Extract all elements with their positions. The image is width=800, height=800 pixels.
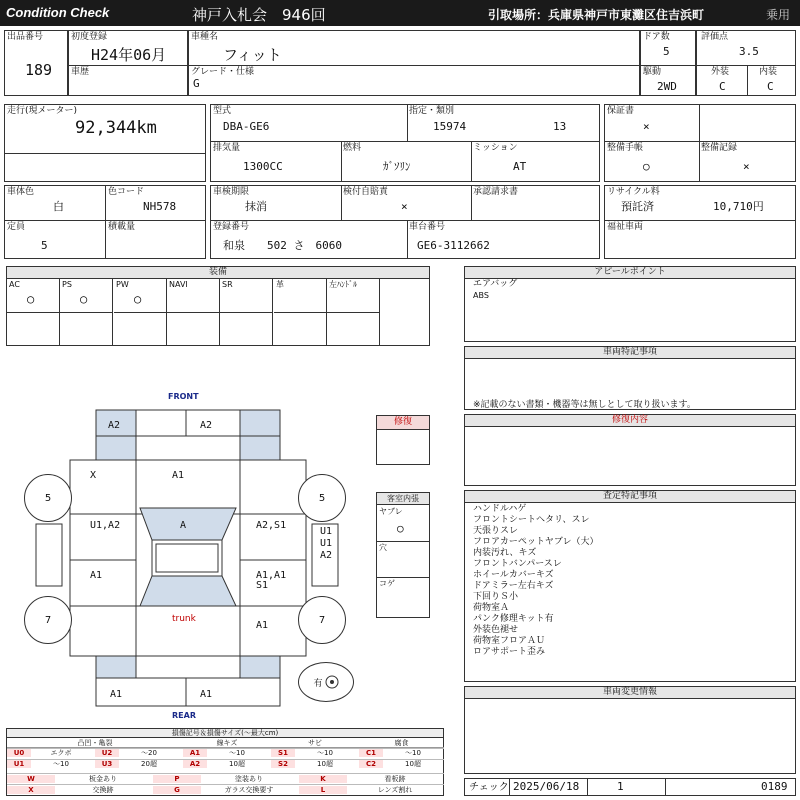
- tire-rl: 7: [24, 596, 72, 644]
- legend-text: エクボ: [50, 749, 72, 757]
- pickup-location: 引取場所：兵庫県神戸市東灘区住吉浜町: [488, 8, 705, 22]
- recycle-amount: 10,710円: [713, 200, 764, 213]
- approval-label: 承認請求書: [473, 187, 519, 197]
- ext-label: 外装: [711, 67, 730, 77]
- color-code-label: 色コード: [108, 187, 145, 197]
- equipment-item: [274, 279, 327, 313]
- manual-value: ○: [643, 160, 650, 173]
- mark-rear-right: A1: [200, 689, 213, 700]
- capacity-value: 5: [41, 239, 48, 252]
- appraisal-line: フロアカーペットヤブレ（大）: [473, 537, 599, 547]
- check-code: 0189: [761, 780, 788, 793]
- appraisal-line: ホイールカバーキズ: [473, 570, 554, 580]
- mark-fr-door: A2,S1: [256, 520, 287, 531]
- appraisal-line: 荷物室フロアＡＵ: [473, 636, 546, 646]
- doors-cell: [640, 30, 696, 96]
- legend-code: U3: [95, 760, 119, 768]
- appraisal-line: 下回りＳ小: [473, 592, 519, 602]
- lot-cell: [4, 30, 68, 96]
- mileage-value: 92,344km: [75, 118, 157, 138]
- spare-label: 有: [313, 678, 323, 689]
- special-title: 車両特記事項: [465, 347, 795, 359]
- legend-code: P: [153, 775, 201, 783]
- appraisal-title: 査定特記事項: [465, 491, 795, 503]
- special-section: [464, 346, 796, 410]
- spec-value-1: 15974: [433, 120, 467, 133]
- equipment-value: ○: [134, 292, 142, 306]
- appraisal-line: 荷物室Ａ: [473, 603, 510, 613]
- legend-header: サビ: [271, 739, 359, 748]
- inspection-label: 車検期限: [213, 187, 250, 197]
- mark-front-right: A2: [200, 420, 213, 431]
- repair-detail-title: 修復内容: [465, 415, 795, 427]
- equipment-value: ○: [80, 292, 88, 306]
- equipment-title: 装備: [7, 267, 429, 279]
- appraisal-line: パンク修理キット有: [473, 614, 554, 624]
- tire-rr: 7: [298, 596, 346, 644]
- fuel-value: ｶﾞｿﾘﾝ: [383, 160, 411, 173]
- legend-code: U1: [7, 760, 31, 768]
- legend-text: 〜10: [405, 749, 421, 757]
- appeal-section: [464, 266, 796, 342]
- lot-number: 189: [25, 61, 53, 79]
- spec-label: 指定・類別: [409, 106, 455, 116]
- equipment-blank: [220, 313, 273, 345]
- grade-label: グレード・仕様: [191, 67, 255, 77]
- mark-windshield: A: [180, 520, 187, 531]
- legend-text: 10超: [405, 760, 421, 768]
- appraisal-list: [473, 504, 599, 658]
- legend-code: W: [7, 775, 55, 783]
- condition-check-title: Condition Check: [6, 5, 110, 20]
- appraisal-line: フロントバンパースレ: [473, 559, 562, 569]
- mark-fl-fender: X: [90, 470, 97, 481]
- score-value: 3.5: [739, 45, 759, 58]
- equipment-blank: [167, 313, 220, 345]
- check-footer: [464, 778, 796, 796]
- load-label: 積載量: [108, 222, 136, 232]
- appraisal-line: 天張りスレ: [473, 526, 519, 536]
- type-value: DBA-GE6: [223, 120, 270, 133]
- equipment-item: [7, 279, 60, 313]
- appeal-line: エアバッグ: [473, 279, 518, 289]
- mark-rr-door: A1,A1: [256, 570, 287, 581]
- capacity-label: 定員: [7, 222, 26, 232]
- spare-tire: [298, 662, 354, 702]
- legend-text: 〜10: [317, 749, 333, 757]
- mileage-cell: [4, 104, 206, 182]
- mark-hood: A1: [172, 470, 185, 481]
- equipment-label: 革: [276, 280, 284, 289]
- check-label: チェック: [469, 782, 509, 793]
- legend-code: X: [7, 786, 55, 794]
- legend-text: レンズ割れ: [377, 786, 413, 794]
- type-label: 型式: [213, 106, 232, 116]
- plate-label: 登録番号: [213, 222, 250, 232]
- car-diagram: [0, 380, 460, 725]
- legend-code: G: [153, 786, 201, 794]
- equipment-blank: [327, 313, 380, 345]
- first-reg-value: H24年06月: [91, 46, 167, 64]
- mark-front-left: A2: [108, 420, 121, 431]
- repair-box: [376, 415, 430, 465]
- first-reg-label: 初度登録: [71, 32, 108, 42]
- legend-text: 〜10: [229, 749, 245, 757]
- appeal-lines: [473, 279, 517, 301]
- score-label: 評価点: [701, 32, 729, 42]
- front-label: FRONT: [168, 392, 199, 401]
- cabin-row-label: コゲ: [379, 579, 395, 588]
- header-bar: [0, 0, 800, 26]
- model-name-label: 車種名: [191, 32, 219, 42]
- equipment-label: AC: [9, 280, 20, 289]
- fuel-label: 燃料: [343, 143, 362, 153]
- lot-label: 出品番号: [7, 32, 44, 42]
- auction-title: 神戸入札会 946回: [192, 6, 326, 24]
- appraisal-line: ロアサポート歪み: [473, 647, 546, 657]
- legend-section: [6, 728, 444, 796]
- appraisal-line: ハンドルハゲ: [473, 504, 527, 514]
- model-cell: [188, 30, 640, 96]
- repair-label: 修復: [377, 416, 429, 430]
- equipment-blank: [60, 313, 113, 345]
- legend-header: 腐食: [359, 739, 444, 748]
- mileage-label: 走行(現メーター): [7, 106, 78, 116]
- mark-rr-fender: A1: [256, 620, 269, 631]
- legend-code: S2: [271, 760, 295, 768]
- plate-value: 和泉 502 さ 6060: [223, 239, 342, 252]
- mark-side-r2: U1: [320, 538, 333, 549]
- welfare-label: 福祉車両: [607, 222, 644, 232]
- legend-text: 10超: [229, 760, 245, 768]
- color-label: 車体色: [7, 187, 35, 197]
- equipment-item: [220, 279, 273, 313]
- mark-side-r1: U1: [320, 526, 333, 537]
- color-cell: [4, 185, 206, 259]
- mark-rear-left: A1: [110, 689, 123, 700]
- category-label: 乗用: [766, 8, 791, 22]
- recycle-status: 預託済: [621, 200, 654, 213]
- appraisal-line: ドアミラー左右キズ: [473, 581, 554, 591]
- appraisal-line: 内装汚れ、キズ: [473, 548, 537, 558]
- insurance-value: ×: [401, 200, 408, 213]
- spare-tire-icon: [325, 675, 339, 689]
- doors-label: ドア数: [643, 32, 670, 42]
- legend-code: L: [299, 786, 347, 794]
- change-title: 車両変更情報: [465, 687, 795, 699]
- ext-value: C: [719, 80, 726, 93]
- mission-label: ミッション: [473, 143, 518, 153]
- warranty-label: 保証書: [607, 106, 635, 116]
- equipment-item: [60, 279, 113, 313]
- equipment-blank: [7, 313, 60, 345]
- model-name-value: フィット: [223, 46, 282, 64]
- recycle-cell: [604, 185, 796, 259]
- legend-text: 板金あり: [89, 775, 117, 783]
- int-value: C: [767, 80, 774, 93]
- cabin-title: 客室内張: [377, 493, 429, 505]
- grade-value: G: [193, 77, 200, 90]
- appraisal-line: フロントシートヘタリ、スレ: [473, 515, 590, 525]
- legend-text: 20超: [141, 760, 157, 768]
- drive-value: 2WD: [657, 80, 677, 93]
- equipment-blank: [114, 313, 167, 345]
- equipment-label: SR: [222, 280, 233, 289]
- cabin-row-value: ○: [397, 522, 404, 535]
- equipment-item: [327, 279, 380, 313]
- legend-text: ガラス交換要す: [224, 786, 274, 794]
- inspection-value: 抹消: [245, 200, 267, 213]
- record-value: ×: [743, 160, 750, 173]
- legend-header: 凸凹・亀裂: [7, 739, 183, 748]
- inspection-cell: [210, 185, 600, 259]
- insurance-label: 検付自賠責: [343, 187, 389, 197]
- drive-label: 駆動: [643, 67, 662, 77]
- rear-label: REAR: [172, 711, 196, 720]
- appraisal-line: 外装色褪せ: [473, 625, 519, 635]
- color-code-value: NH578: [143, 200, 177, 213]
- legend-code: U2: [95, 749, 119, 757]
- equipment-label: PS: [62, 280, 72, 289]
- appeal-title: アピールポイント: [465, 267, 795, 279]
- equipment-label: NAVI: [169, 280, 188, 289]
- cabin-row-label: ヤブレ: [379, 507, 403, 516]
- color-value: 白: [53, 200, 64, 213]
- legend-text: 交換跡: [92, 786, 114, 794]
- spec-value-2: 13: [553, 120, 567, 133]
- chassis-value: GE6-3112662: [417, 239, 490, 252]
- mission-value: AT: [513, 160, 527, 173]
- mark-rl-door: A1: [90, 570, 103, 581]
- legend-text: 〜10: [53, 760, 69, 768]
- legend-code: C2: [359, 760, 383, 768]
- recycle-label: リサイクル料: [607, 187, 660, 197]
- mark-side-r3: A2: [320, 550, 333, 561]
- warranty-cell: [604, 104, 796, 182]
- equipment-section: [6, 266, 430, 346]
- legend-header: 線キズ: [183, 739, 271, 748]
- equipment-item: [114, 279, 167, 313]
- equipment-value: ○: [27, 292, 35, 306]
- legend-code: A2: [183, 760, 207, 768]
- legend-text: 10超: [317, 760, 333, 768]
- int-label: 内装: [759, 67, 778, 77]
- legend-text: 〜20: [141, 749, 157, 757]
- history-label: 車歴: [71, 67, 90, 77]
- legend-text: 塗装あり: [235, 775, 263, 783]
- doors-value: 5: [663, 45, 670, 58]
- repair-detail-section: [464, 414, 796, 486]
- record-label: 整備記録: [701, 143, 738, 153]
- mark-fl-door: U1,A2: [90, 520, 121, 531]
- trunk-label: trunk: [172, 614, 196, 624]
- change-section: [464, 686, 796, 774]
- check-date: 2025/06/18: [513, 780, 580, 793]
- chassis-label: 車台番号: [409, 222, 446, 232]
- appraisal-section: [464, 490, 796, 682]
- legend-code: K: [299, 775, 347, 783]
- equipment-label: 左ﾊﾝﾄﾞﾙ: [329, 280, 357, 289]
- cc-label: 排気量: [213, 143, 241, 153]
- tire-fr: 5: [298, 474, 346, 522]
- equipment-item: [167, 279, 220, 313]
- warranty-value: ×: [643, 120, 650, 133]
- appeal-line: ABS: [473, 291, 489, 300]
- check-num: 1: [617, 780, 624, 793]
- legend-code: A1: [183, 749, 207, 757]
- legend-code: U0: [7, 749, 31, 757]
- special-note: ※記載のない書類・機器等は無しとして取り扱います。: [473, 400, 696, 410]
- manual-label: 整備手帳: [607, 143, 644, 153]
- first-reg-cell: [68, 30, 188, 96]
- cabin-box: [376, 492, 430, 618]
- legend-title: 損傷記号＆損傷サイズ(〜最大cm): [7, 729, 443, 738]
- cc-value: 1300CC: [243, 160, 283, 173]
- type-cell: [210, 104, 600, 182]
- equipment-blank: [274, 313, 327, 345]
- legend-text: 看板跡: [384, 775, 406, 783]
- legend-code: C1: [359, 749, 383, 757]
- cabin-row-label: 穴: [379, 543, 387, 552]
- tire-fl: 5: [24, 474, 72, 522]
- equipment-label: PW: [116, 280, 129, 289]
- mark-rr-door-2: S1: [256, 580, 269, 591]
- score-cell: [696, 30, 796, 96]
- legend-code: S1: [271, 749, 295, 757]
